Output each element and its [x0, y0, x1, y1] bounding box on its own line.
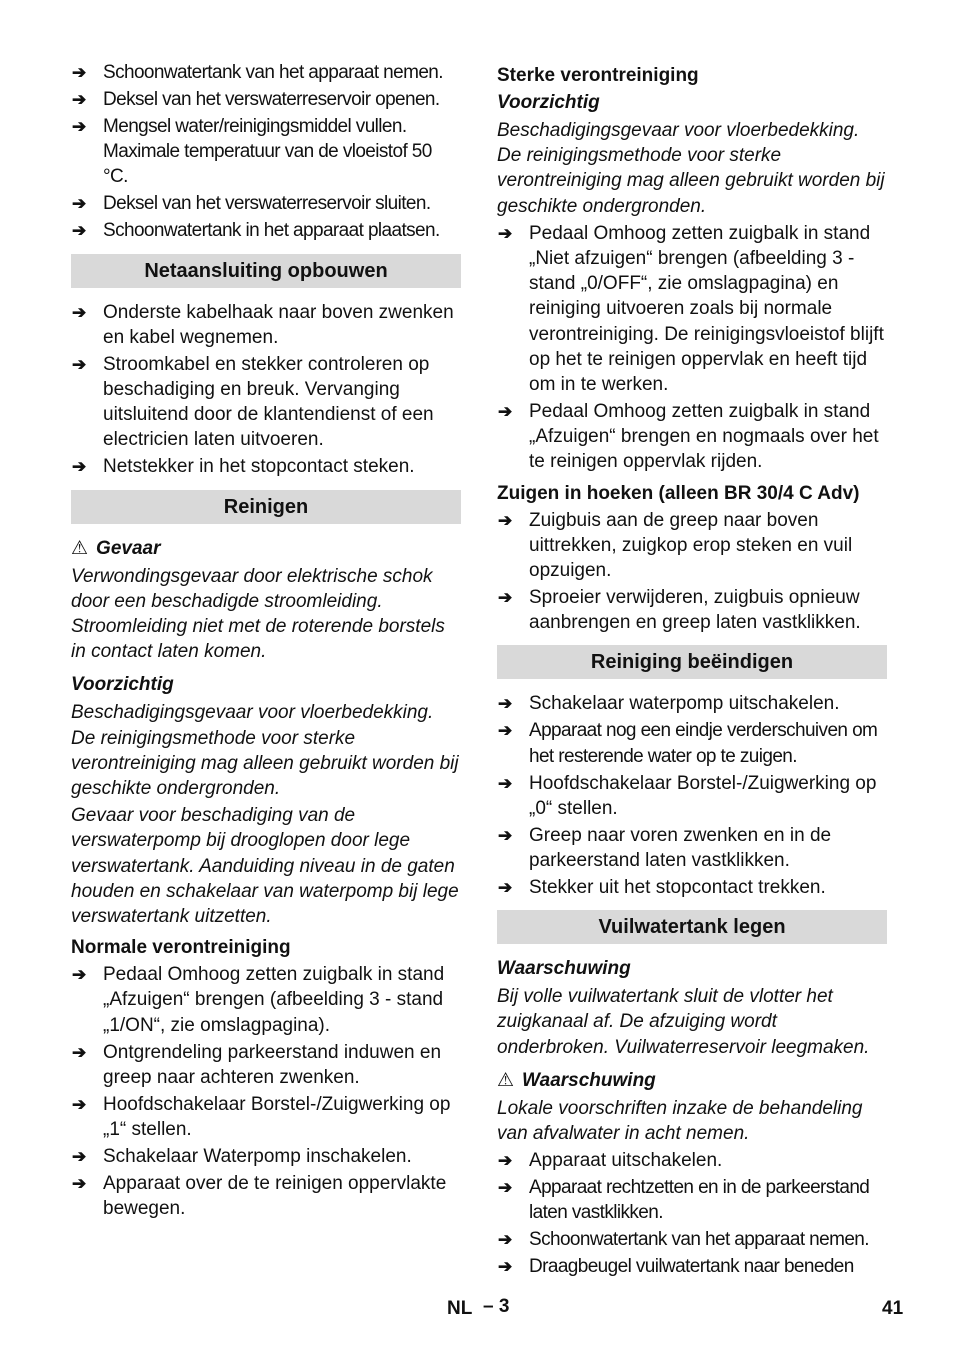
list-item	[497, 875, 887, 900]
caution-heading: Voorzichtig	[71, 674, 174, 696]
list-item-text: Ontgrendeling parkeerstand induwen en greep naar achteren zwenken.	[103, 1041, 442, 1088]
list-item	[71, 114, 461, 190]
list-item-text: Apparaat nog een eindje verderschuiven om het resterende water op te zuigen.	[529, 720, 878, 767]
list-item-text: Deksel van het verswaterreservoir sluiten.	[103, 193, 431, 215]
arrow-right-icon: ➔	[498, 1230, 512, 1250]
arrow-right-icon: ➔	[72, 965, 87, 985]
arrow-right-icon: ➔	[498, 878, 513, 898]
section-heading: Reinigen	[71, 490, 461, 524]
arrow-right-icon: ➔	[498, 694, 513, 714]
arrow-right-icon: ➔	[72, 90, 86, 109]
arrow-right-icon: ➔	[72, 117, 86, 136]
list-item-text: Mengsel water/reinigingsmiddel vullen. Maximale temperatuur van de vloeistof 50 °C.	[103, 116, 432, 188]
list-item-text: Schakelaar Waterpomp inschakelen.	[103, 1146, 412, 1168]
subheading: Normale verontreiniging	[71, 937, 291, 959]
list-item-text: Apparaat rechtzetten en in de parkeerstand laten vastklikken.	[529, 1177, 870, 1224]
list-item	[497, 691, 887, 716]
list-item-text: Pedaal Omhoog zetten zuigbalk in stand „Niet afzuigen“ brengen (afbeelding 3 - stand „0/OFF“, zie omslagpagina) en reiniging uitvoeren zoals bij normale verontreiniging. De reinigingsvloeistof blijft op het te reinigen oppervlak en heeft tijd om in te werken.	[529, 222, 884, 396]
list-item	[497, 508, 887, 584]
arrow-right-icon: ➔	[72, 1042, 87, 1062]
list-item-text: Schoonwatertank van het apparaat nemen.	[529, 1229, 869, 1251]
list-item-text: Greep naar voren zwenken en in de parkeerstand laten vastklikken.	[529, 824, 832, 872]
list-item	[71, 1171, 461, 1221]
caution-heading: Voorzichtig	[497, 92, 600, 113]
footer-language: NL	[447, 1298, 473, 1319]
warning-triangle-icon: ⚠	[497, 1069, 515, 1091]
arrow-right-icon: ➔	[72, 63, 86, 82]
list-item	[71, 352, 461, 453]
list-item	[497, 1175, 887, 1225]
arrow-right-icon: ➔	[498, 588, 513, 608]
arrow-right-icon: ➔	[72, 457, 87, 477]
list-item	[497, 771, 887, 821]
list-item-text: Pedaal Omhoog zetten zuigbalk in stand „Afzuigen“ brengen (afbeelding 3 - stand „1/ON“, zie omslagpagina).	[103, 964, 445, 1036]
arrow-right-icon: ➔	[498, 402, 513, 422]
list-item	[71, 454, 461, 479]
subheading: Zuigen in hoeken (alleen BR 30/4 C Adv)	[497, 482, 860, 504]
list-item-text: Sproeier verwijderen, zuigbuis opnieuw aanbrengen en greep laten vastklikken.	[529, 587, 861, 634]
subheading: Sterke verontreiniging	[497, 65, 699, 86]
arrow-right-icon: ➔	[498, 773, 513, 793]
list-item	[71, 191, 461, 216]
list-item-text: Pedaal Omhoog zetten zuigbalk in stand „Afzuigen“ brengen en nogmaals over het te reinigen oppervlak rijden.	[529, 401, 879, 473]
arrow-right-icon: ➔	[498, 825, 513, 845]
list-item-text: Apparaat uitschakelen.	[529, 1150, 723, 1172]
list-item	[497, 823, 887, 873]
list-item	[71, 1144, 461, 1169]
arrow-right-icon: ➔	[72, 194, 86, 214]
danger-heading	[71, 536, 461, 561]
list-item	[71, 1092, 461, 1142]
list-item-text: Schakelaar waterpomp uitschakelen.	[529, 693, 840, 715]
footer-section-page: – 3	[483, 1296, 510, 1317]
arrow-right-icon: ➔	[498, 510, 513, 530]
arrow-right-icon: ➔	[498, 223, 513, 243]
arrow-right-icon: ➔	[498, 1178, 512, 1198]
arrow-right-icon: ➔	[498, 1257, 512, 1277]
list-item	[497, 718, 887, 768]
warning-heading: Waarschuwing	[497, 958, 631, 980]
list-item	[71, 300, 461, 350]
list-item	[497, 221, 887, 397]
arrow-right-icon: ➔	[72, 1147, 87, 1167]
arrow-right-icon: ➔	[72, 302, 87, 322]
warning-triangle-icon: ⚠	[71, 537, 89, 559]
list-item-text: Schoonwatertank in het apparaat plaatsen.	[103, 220, 440, 242]
list-item-text: Stroomkabel en stekker controleren op beschadiging en breuk. Vervanging uitsluitend door de klantendienst of een electricien laten uitvoeren.	[103, 353, 434, 451]
list-item-text: Hoofdschakelaar Borstel-/Zuigwerking op „0“ stellen.	[529, 772, 877, 819]
caution-text: Gevaar voor beschadiging van de verswaterpomp bij drooglopen door lege verswatertank. Aanduiding niveau in de gaten houden en schakelaar van waterpomp bij lege verswatertank uitzetten.	[71, 805, 459, 928]
list-item-text: Onderste kabelhaak naar boven zwenken en kabel wegnemen.	[103, 301, 454, 348]
warning-text: Bij volle vuilwatertank sluit de vlotter het zuigkanaal af. De afzuiging wordt onderbroken. Vuilwaterreservoir leegmaken.	[497, 986, 870, 1058]
section-heading: Vuilwatertank legen	[497, 910, 887, 944]
warning-text: Lokale voorschriften inzake de behandeling van afvalwater in acht nemen.	[497, 1097, 863, 1145]
list-item	[71, 87, 461, 112]
list-item	[497, 1227, 887, 1252]
danger-text: Verwondingsgevaar door elektrische schok door een beschadigde stroomleiding. Stroomleiding niet met de roterende borstels in contact laten komen.	[71, 565, 445, 663]
list-item	[497, 399, 887, 475]
warning-label: Waarschuwing	[522, 1069, 656, 1091]
list-item	[497, 585, 887, 635]
arrow-right-icon: ➔	[72, 354, 87, 374]
list-item	[497, 1148, 887, 1173]
list-item-text: Deksel van het verswaterreservoir openen.	[103, 89, 440, 110]
caution-text: Beschadigingsgevaar voor vloerbedekking. De reinigingsmethode voor sterke verontreiniging mag alleen gebruikt worden bij geschikte ondergronden.	[497, 120, 885, 217]
arrow-right-icon: ➔	[72, 221, 86, 241]
list-item	[71, 962, 461, 1038]
list-item-text: Zuigbuis aan de greep naar boven uittrekken, zuigkop erop steken en vuil opzuigen.	[529, 509, 853, 582]
section-heading: Reiniging beëindigen	[497, 645, 887, 679]
danger-label: Gevaar	[96, 537, 161, 559]
arrow-right-icon: ➔	[498, 1151, 513, 1171]
arrow-right-icon: ➔	[498, 721, 512, 741]
list-item-text: Apparaat over de te reinigen oppervlakte bewegen.	[103, 1173, 447, 1220]
arrow-right-icon: ➔	[72, 1094, 87, 1114]
page-number: 41	[882, 1298, 904, 1319]
list-item	[71, 60, 461, 85]
left-column	[71, 60, 461, 1223]
right-column	[497, 60, 887, 1281]
list-item	[71, 1040, 461, 1090]
list-item-text: Schoonwatertank van het apparaat nemen.	[103, 62, 443, 83]
section-heading: Netaansluiting opbouwen	[71, 254, 461, 288]
list-item	[71, 218, 461, 243]
list-item-text: Netstekker in het stopcontact steken.	[103, 456, 415, 478]
list-item-text: Draagbeugel vuilwatertank naar beneden	[529, 1256, 854, 1278]
caution-text: Beschadigingsgevaar voor vloerbedekking. De reinigingsmethode voor sterke verontreiniging mag alleen gebruikt worden bij geschikte ondergronden.	[71, 702, 459, 800]
arrow-right-icon: ➔	[72, 1174, 87, 1194]
warning-heading	[497, 1068, 887, 1093]
list-item	[497, 1254, 887, 1279]
list-item-text: Stekker uit het stopcontact trekken.	[529, 877, 826, 899]
list-item-text: Hoofdschakelaar Borstel-/Zuigwerking op „1“ stellen.	[103, 1093, 451, 1141]
